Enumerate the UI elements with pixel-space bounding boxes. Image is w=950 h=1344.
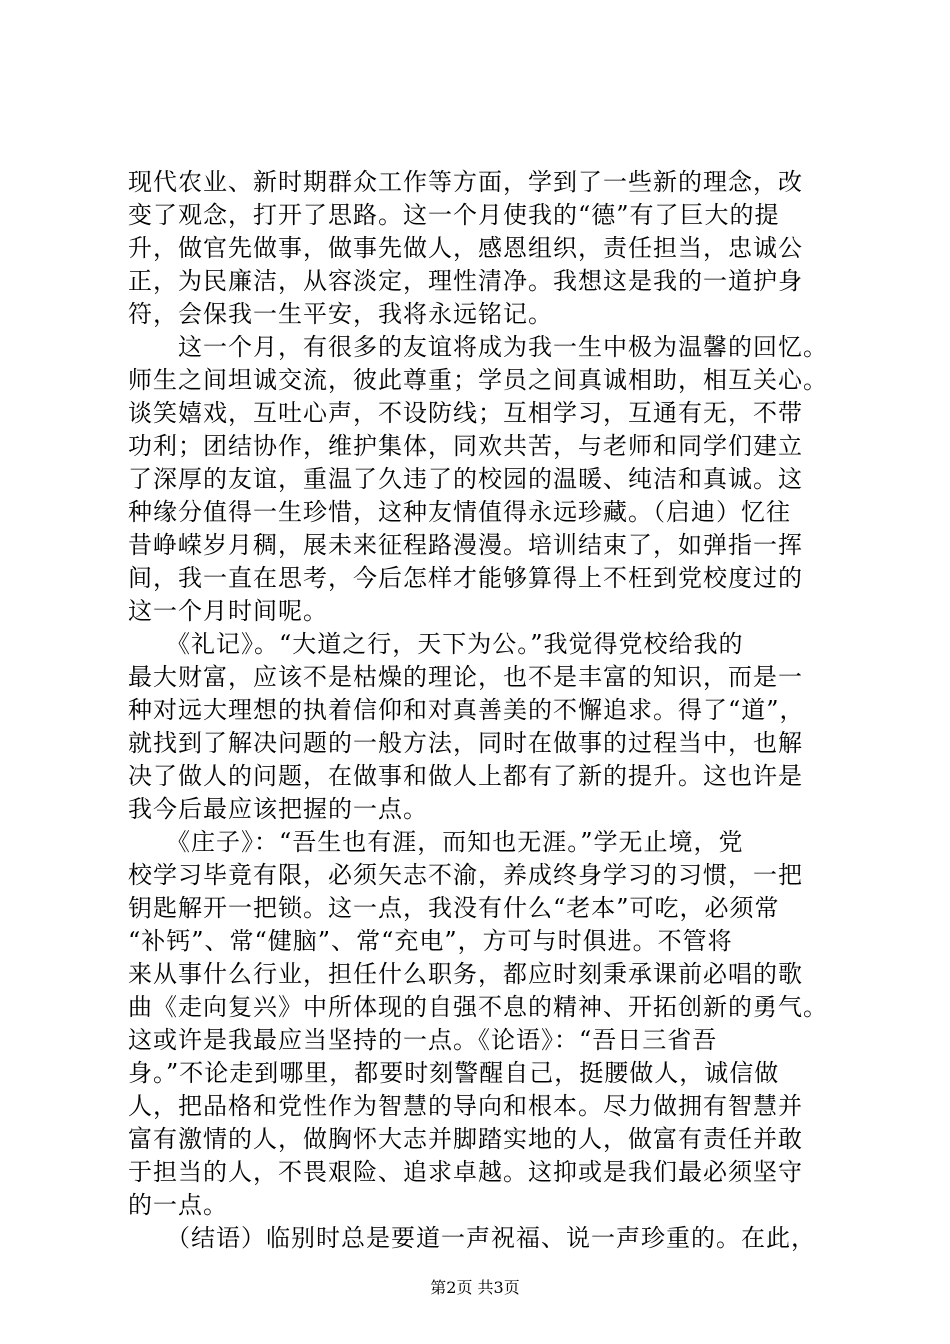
- text-line: 就找到了解决问题的一般方法，同时在做事的过程当中，也解: [128, 729, 803, 757]
- text-line: 《庄子》：“吾生也有涯，而知也无涯。”学无止境，党: [128, 828, 744, 856]
- text-line: 师生之间坦诚交流，彼此尊重；学员之间真诚相助，相互关心。: [128, 366, 828, 394]
- page-number-footer: 第2页 共3页: [430, 1278, 520, 1297]
- text-line: 最大财富，应该不是枯燥的理论，也不是丰富的知识，而是一: [128, 663, 803, 691]
- text-line: 来从事什么行业，担任什么职务，都应时刻秉承课前必唱的歌: [128, 960, 803, 988]
- text-line: 升，做官先做事，做事先做人，感恩组织，责任担当，忠诚公: [128, 234, 803, 262]
- text-line: 钥匙解开一把锁。这一点，我没有什么“老本”可吃，必须常: [128, 894, 780, 922]
- text-line: 我今后最应该把握的一点。: [128, 795, 428, 823]
- text-line: 这一个月，有很多的友谊将成为我一生中极为温馨的回忆。: [128, 333, 828, 361]
- text-line: 现代农业、新时期群众工作等方面，学到了一些新的理念，改: [128, 168, 803, 196]
- text-line: 谈笑嬉戏，互吐心声，不设防线；互相学习，互通有无，不带: [128, 399, 803, 427]
- text-line: 这或许是我最应当坚持的一点。《论语》：“吾日三省吾: [128, 1026, 718, 1054]
- text-line: 校学习毕竟有限，必须矢志不渝，养成终身学习的习惯，一把: [128, 861, 803, 889]
- text-line: 于担当的人，不畏艰险、追求卓越。这抑或是我们最必须坚守: [128, 1158, 803, 1186]
- text-line: 正，为民廉洁，从容淡定，理性清净。我想这是我的一道护身: [128, 267, 803, 295]
- text-line: 间，我一直在思考，今后怎样才能够算得上不枉到党校度过的: [128, 564, 803, 592]
- text-line: （结语）临别时总是要道一声祝福、说一声珍重的。在此，: [128, 1224, 816, 1252]
- text-line: 符，会保我一生平安，我将永远铭记。: [128, 300, 553, 328]
- text-line: 功利；团结协作，维护集体，同欢共苦，与老师和同学们建立: [128, 432, 803, 460]
- text-line: 了深厚的友谊，重温了久违了的校园的温暖、纯洁和真诚。这: [128, 465, 803, 493]
- document-body: [128, 166, 828, 1255]
- text-line: 种对远大理想的执着信仰和对真善美的不懈追求。得了“道”，: [128, 696, 805, 724]
- text-line: 昔峥嵘岁月稠，展未来征程路漫漫。培训结束了，如弹指一挥: [128, 531, 803, 559]
- text-line: 的一点。: [128, 1191, 228, 1219]
- text-line: 决了做人的问题，在做事和做人上都有了新的提升。这也许是: [128, 762, 803, 790]
- text-line: “补钙”、常“健脑”、常“充电”，方可与时俱进。不管将: [128, 927, 733, 955]
- text-line: 人，把品格和党性作为智慧的导向和根本。尽力做拥有智慧并: [128, 1092, 803, 1120]
- text-line: 这一个月时间呢。: [128, 597, 328, 625]
- text-line: 身。”不论走到哪里，都要时刻警醒自己，挺腰做人，诚信做: [128, 1059, 780, 1087]
- text-line: 曲《走向复兴》中所体现的自强不息的精神、开拓创新的勇气。: [128, 993, 828, 1021]
- text-line: 变了观念，打开了思路。这一个月使我的“德”有了巨大的提: [128, 201, 780, 229]
- text-line: 富有激情的人，做胸怀大志并脚踏实地的人，做富有责任并敢: [128, 1125, 803, 1153]
- text-line: 《礼记》。“大道之行，天下为公。”我觉得党校给我的: [128, 630, 744, 658]
- text-line: 种缘分值得一生珍惜，这种友情值得永远珍藏。（启迪）忆往: [128, 498, 791, 526]
